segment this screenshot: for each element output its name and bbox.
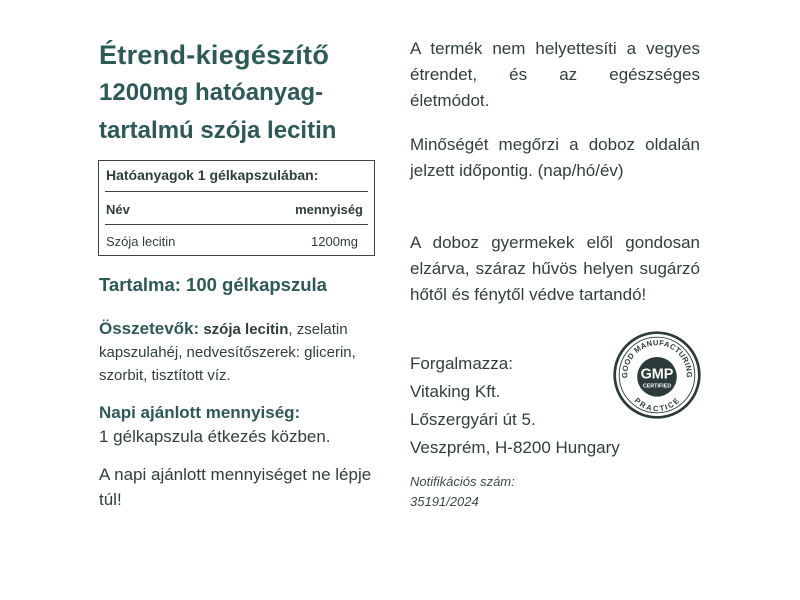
table-heading: Hatóanyagok 1 gélkapszulában: bbox=[106, 167, 319, 183]
table-cell-name: Szója lecitin bbox=[106, 234, 176, 249]
title-line-2: 1200mg hatóanyag- bbox=[99, 79, 324, 106]
column-header-quantity: mennyiség bbox=[295, 202, 363, 217]
ingredients-rest: , zselatin kapszulahéj, nedvesítőszerek: glicerin, szorbit, tisztított víz. bbox=[99, 321, 356, 384]
title-line-3: tartalmú szója lecitin bbox=[99, 117, 337, 144]
gmp-sub-text: CERTIFIED bbox=[642, 383, 672, 390]
package-contents: Tartalma: 100 gélkapszula bbox=[99, 274, 327, 295]
ingredients-main: szója lecitin bbox=[203, 321, 289, 338]
gmp-center-text: GMP bbox=[640, 366, 674, 383]
ingredients-section bbox=[99, 317, 389, 387]
distributor-city: Veszprém, H-8200 Hungary bbox=[410, 438, 620, 457]
dosage-label: Napi ajánlott mennyiség: bbox=[99, 403, 301, 422]
notification-number: 35191/2024 bbox=[410, 494, 479, 509]
notification-label: Notifikációs szám: bbox=[410, 474, 515, 489]
distributor-street: Lőszergyári út 5. bbox=[410, 410, 536, 429]
storage-notice: A doboz gyermekek elől gondosan elzárva, száraz hűvös helyen sugárzó hőtől és fénytől védve tartandó! bbox=[410, 233, 700, 304]
gmp-bottom-text: PRACTICE bbox=[632, 395, 682, 414]
dosage-section bbox=[99, 401, 389, 449]
table-divider bbox=[105, 224, 368, 225]
column-header-name: Név bbox=[106, 202, 130, 217]
product-title bbox=[99, 36, 389, 150]
table-cell-quantity: 1200mg bbox=[311, 234, 358, 249]
diet-notice: A termék nem helyettesíti a vegyes étrendet, és az egészséges életmódot. bbox=[410, 39, 700, 110]
ingredients-label: Összetevők: bbox=[99, 319, 200, 338]
notification-block bbox=[410, 472, 515, 512]
distributor-block bbox=[410, 350, 620, 462]
best-before-notice: Minőségét megőrzi a doboz oldalán jelzett időpontig. (nap/hó/év) bbox=[410, 135, 700, 180]
active-ingredients-table bbox=[98, 160, 375, 256]
table-divider bbox=[105, 191, 368, 192]
dosage-text: 1 gélkapszula étkezés közben. bbox=[99, 427, 331, 446]
gmp-top-text: GOOD MANUFACTURING bbox=[620, 338, 694, 379]
title-line-1: Étrend-kiegészítő bbox=[99, 40, 330, 70]
distributor-label: Forgalmazza: bbox=[410, 354, 513, 373]
dosage-warning: A napi ajánlott mennyiséget ne lépje túl! bbox=[99, 465, 372, 509]
distributor-company: Vitaking Kft. bbox=[410, 382, 501, 401]
svg-text:PRACTICE bbox=[633, 396, 682, 413]
gmp-certified-badge-icon bbox=[612, 330, 702, 420]
